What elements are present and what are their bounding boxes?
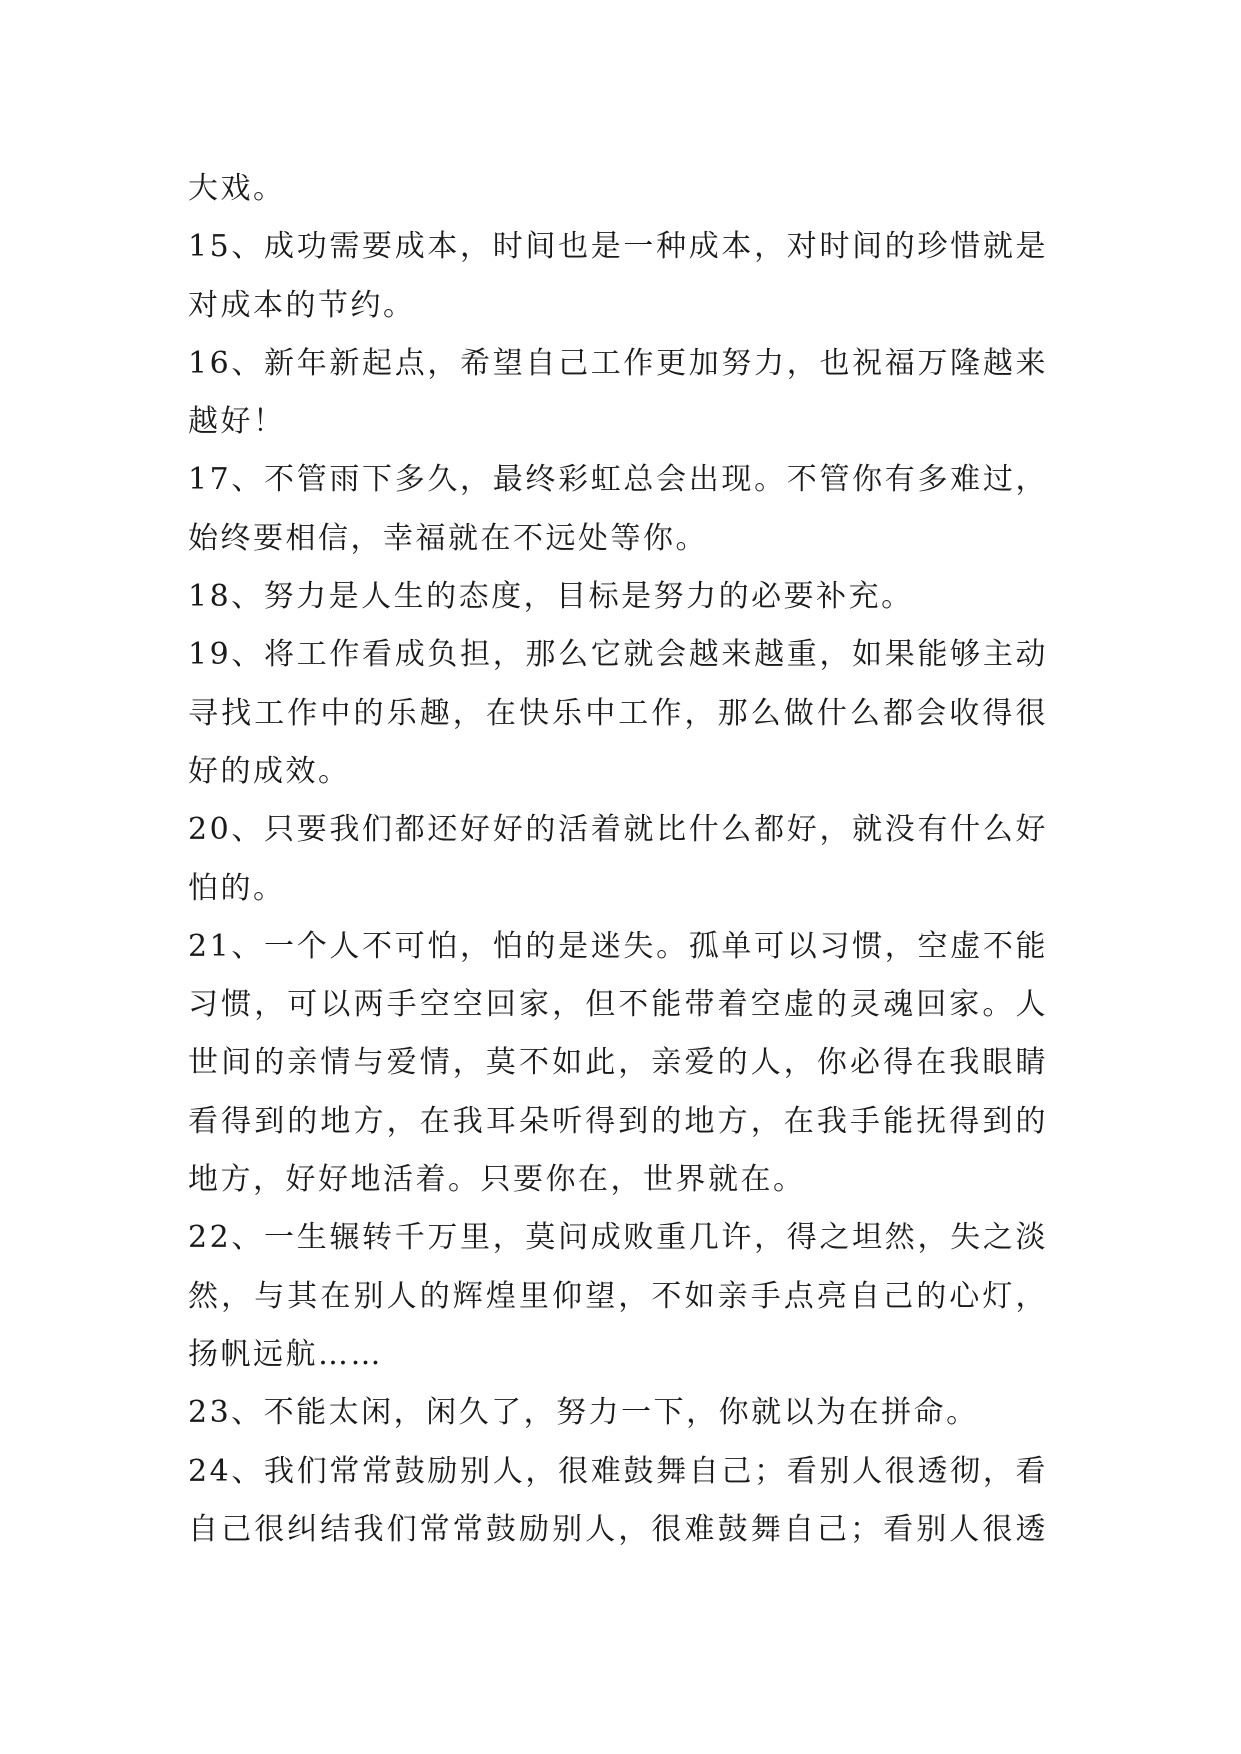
text-line: 24、我们常常鼓励别人，很难鼓舞自己；看别人很透彻，看 (188, 1453, 1048, 1489)
text-line: 大戏。 (188, 171, 286, 206)
text-line: 地方，好好地活着。只要你在，世界就在。 (188, 1162, 806, 1198)
text-line: 自己很纠结我们常常鼓励别人，很难鼓舞自己；看别人很透 (188, 1511, 1048, 1547)
text-line: 22、一生辗转千万里，莫问成败重几许，得之坦然，失之淡 (188, 1220, 1048, 1256)
text-line: 21、一个人不可怕，怕的是迷失。孤单可以习惯，空虚不能 (188, 928, 1048, 964)
document-body (188, 160, 1048, 1559)
text-line: 寻找工作中的乐趣，在快乐中工作，那么做什么都会收得很 (188, 695, 1048, 731)
text-line: 怕的。 (188, 870, 286, 906)
text-line: 习惯，可以两手空空回家，但不能带着空虚的灵魂回家。人 (188, 987, 1048, 1023)
text-line: 扬帆远航…… (188, 1336, 383, 1372)
text-line: 好的成效。 (188, 753, 351, 789)
text-line: 对成本的节约。 (188, 287, 416, 323)
text-line: 17、不管雨下多久，最终彩虹总会出现。不管你有多难过， (188, 462, 1048, 498)
text-line: 看得到的地方，在我耳朵听得到的地方，在我手能抚得到的 (188, 1103, 1048, 1139)
text-line: 16、新年新起点，希望自己工作更加努力，也祝福万隆越来 (188, 345, 1048, 381)
text-line: 然，与其在别人的辉煌里仰望，不如亲手点亮自己的心灯， (188, 1278, 1048, 1314)
text-line: 20、只要我们都还好好的活着就比什么都好，就没有什么好 (188, 812, 1048, 848)
text-line: 23、不能太闲，闲久了，努力一下，你就以为在拼命。 (188, 1395, 979, 1431)
text-line: 越好！ (188, 404, 286, 440)
text-line: 18、努力是人生的态度，目标是努力的必要补充。 (188, 579, 914, 615)
text-line: 15、成功需要成本，时间也是一种成本，对时间的珍惜就是 (188, 229, 1048, 265)
text-line: 世间的亲情与爱情，莫不如此，亲爱的人，你必得在我眼睛 (188, 1045, 1048, 1081)
text-line: 19、将工作看成负担，那么它就会越来越重，如果能够主动 (188, 637, 1048, 673)
text-line: 始终要相信，幸福就在不远处等你。 (188, 520, 708, 556)
